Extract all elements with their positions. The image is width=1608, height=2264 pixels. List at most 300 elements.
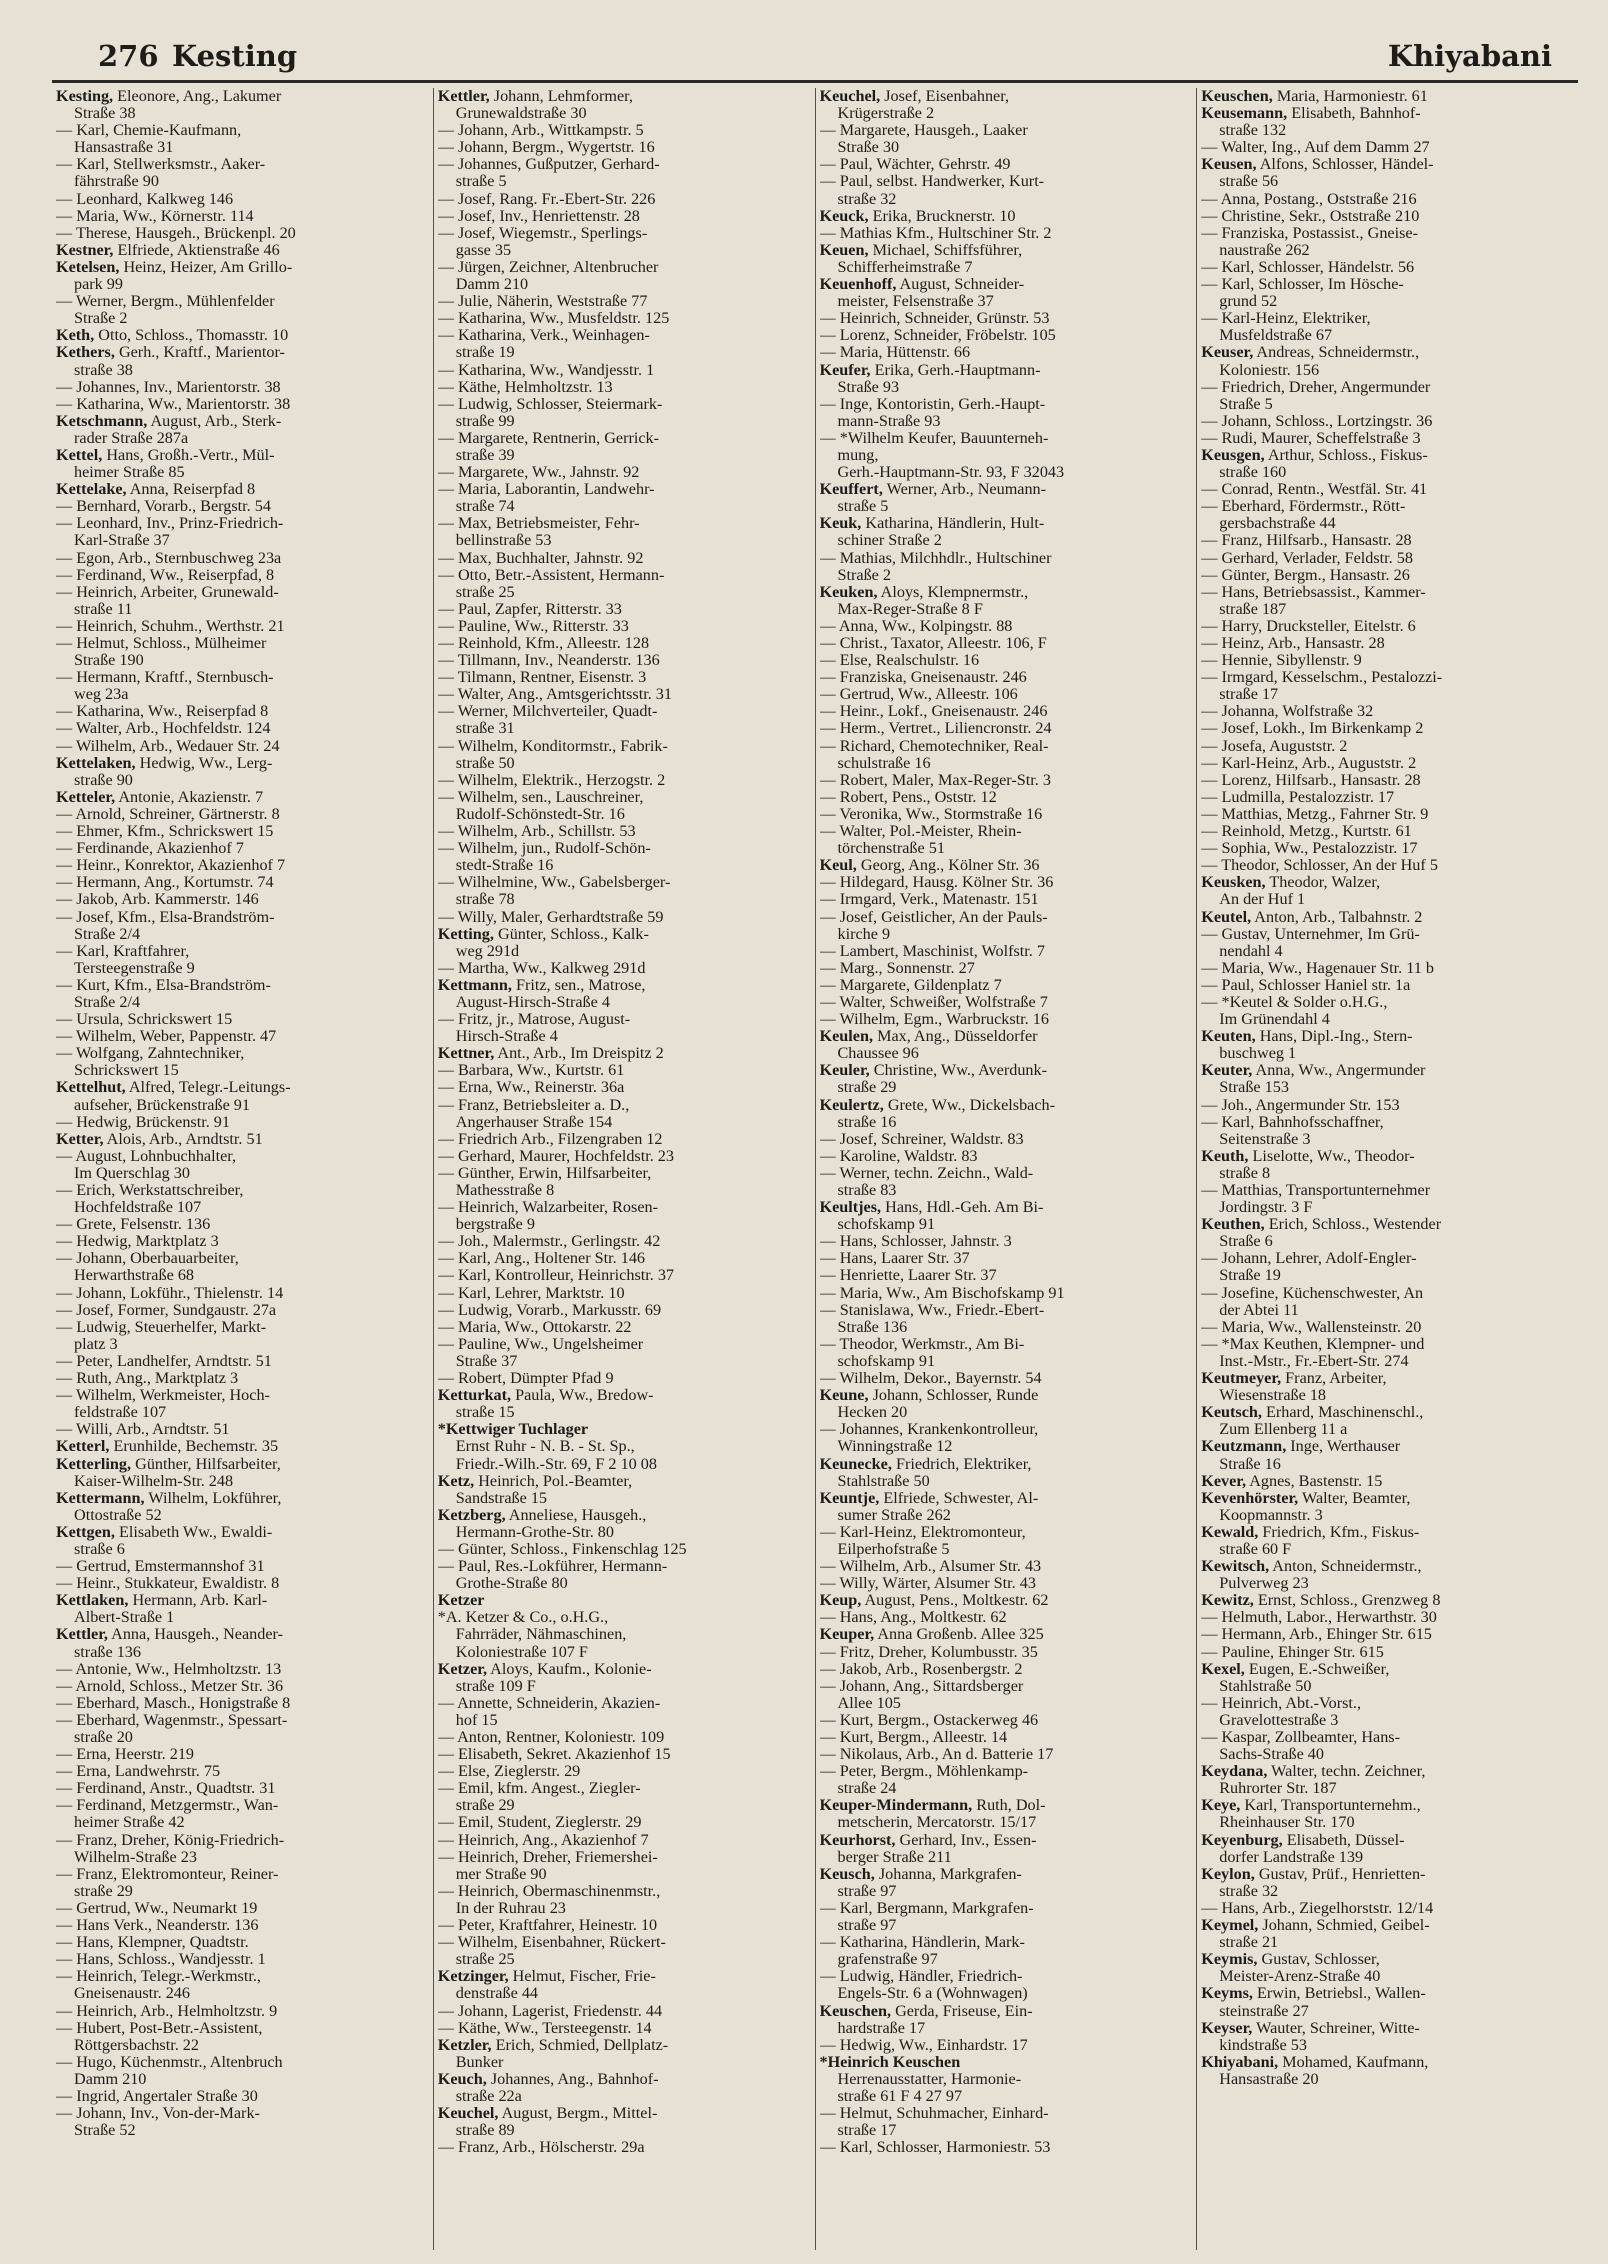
- directory-entry-line: [56, 618, 428, 635]
- entry-surname: Keunecke,: [819, 1455, 892, 1473]
- directory-entry-line: [820, 977, 1192, 994]
- entry-text: weg 291d: [455, 942, 520, 960]
- directory-entry-line: [56, 823, 428, 840]
- entry-surname: Kexel,: [1201, 1660, 1245, 1678]
- entry-surname: Ketzberg,: [437, 1506, 506, 1524]
- entry-text: straße 56: [1219, 173, 1279, 191]
- directory-entry-line: [1201, 344, 1573, 361]
- entry-text: — Ferdinande, Akazienhof 7: [56, 840, 244, 858]
- directory-entry-line: [820, 806, 1192, 823]
- directory-entry-line: [1201, 276, 1573, 293]
- entry-text: — Karoline, Waldstr. 83: [819, 1147, 978, 1165]
- entry-text: — Käthe, Ww., Tersteegenstr. 14: [437, 2019, 652, 2037]
- entry-text: straße 11: [74, 600, 133, 618]
- directory-entry-line: [1201, 173, 1573, 190]
- entry-text: — Stanislawa, Ww., Friedr.-Ebert-: [819, 1301, 1045, 1319]
- entry-text: — Theodor, Werkmstr., Am Bi-: [819, 1335, 1025, 1353]
- entry-text: — Josef, Rang. Fr.-Ebert-Str. 226: [437, 190, 656, 208]
- entry-text: — Marg., Sonnenstr. 27: [819, 959, 975, 977]
- entry-text: — Maria, Ww., Ottokarstr. 22: [437, 1318, 632, 1336]
- directory-entry-line: [820, 2139, 1192, 2156]
- directory-entry-line: [56, 2088, 428, 2105]
- entry-text: — Johann, Ang., Sittardsberger: [819, 1677, 1024, 1695]
- directory-entry-line: [1201, 601, 1573, 618]
- directory-entry-line: [438, 1507, 810, 1524]
- directory-entry-line: [820, 1045, 1192, 1062]
- entry-text: Damm 210: [455, 276, 529, 294]
- entry-text: — Eberhard, Masch., Honigstraße 8: [56, 1694, 291, 1712]
- directory-entry-line: [1201, 1302, 1573, 1319]
- entry-text: — Peter, Bergm., Möhlenkamp-: [819, 1763, 1029, 1781]
- directory-entry-line: [820, 550, 1192, 567]
- directory-entry-line: [438, 669, 810, 686]
- entry-text: — Karl, Schlosser, Händelstr. 56: [1201, 258, 1415, 276]
- entry-text: Karl, Transportunternehm.,: [1240, 1797, 1421, 1815]
- entry-text: Gerda, Friseuse, Ein-: [891, 2002, 1033, 2020]
- directory-entry-line: [56, 669, 428, 686]
- directory-entry-line: [438, 88, 810, 105]
- entry-text: — Heinrich, Arb., Helmholtzstr. 9: [56, 2002, 278, 2020]
- entry-text: — Grete, Felsenstr. 136: [56, 1216, 211, 1234]
- directory-entry-line: [56, 2003, 428, 2020]
- directory-entry-line: [1201, 1934, 1573, 1951]
- entry-text: — Hans, Schlosser, Jahnstr. 3: [819, 1233, 1012, 1251]
- directory-entry-line: [438, 208, 810, 225]
- entry-text: Straße 93: [837, 378, 900, 396]
- directory-entry-line: [438, 1832, 810, 1849]
- entry-surname: Keuk,: [819, 515, 862, 533]
- entry-text: — *Wilhelm Keufer, Bauunterneh-: [819, 429, 1049, 447]
- directory-entry-line: [438, 1746, 810, 1763]
- directory-entry-line: [820, 567, 1192, 584]
- directory-entry-line: [56, 806, 428, 823]
- entry-text: — Wilhelm, Weber, Pappenstr. 47: [56, 1028, 277, 1046]
- entry-text: — Heinrich, Schneider, Grünstr. 53: [819, 310, 1050, 328]
- entry-text: Alois, Arb., Arndtstr. 51: [103, 1130, 263, 1148]
- entry-text: Liselotte, Ww., Theodor-: [1248, 1147, 1415, 1165]
- directory-entry-line: [438, 1951, 810, 1968]
- directory-entry-line: [438, 1097, 810, 1114]
- directory-entry-line: [438, 310, 810, 327]
- entry-text: Ruhrorter Str. 187: [1219, 1780, 1337, 1798]
- directory-entry-line: [56, 550, 428, 567]
- directory-entry-line: [438, 242, 810, 259]
- directory-entry-line: [820, 618, 1192, 635]
- entry-text: Hochfeldstraße 107: [74, 1199, 202, 1217]
- directory-entry-line: [820, 1626, 1192, 1643]
- entry-text: — Willi, Arb., Arndtstr. 51: [56, 1421, 230, 1439]
- entry-text: *A. Ketzer & Co., o.H.G.,: [437, 1609, 609, 1627]
- directory-entry-line: [438, 2071, 810, 2088]
- entry-text: buschweg 1: [1219, 1045, 1297, 1063]
- directory-entry-line: [820, 1558, 1192, 1575]
- entry-text: — Lambert, Maschinist, Wolfstr. 7: [819, 942, 1045, 960]
- entry-surname: Keuchel,: [819, 88, 881, 105]
- entry-text: straße 136: [74, 1643, 141, 1661]
- directory-entry-line: [56, 601, 428, 618]
- entry-text: Straße 2/4: [74, 925, 141, 943]
- entry-surname: Ketzer: [437, 1592, 485, 1610]
- entry-surname: Keuschen,: [1201, 88, 1273, 105]
- entry-text: — Wilhelm, Dekor., Bayernstr. 54: [819, 1370, 1042, 1388]
- directory-entry-line: [820, 1353, 1192, 1370]
- directory-entry-line: [56, 105, 428, 122]
- entry-text: Theodor, Walzer,: [1265, 874, 1381, 892]
- entry-text: — Walter, Ang., Amtsgerichtsstr. 31: [437, 686, 672, 704]
- entry-text: — Erna, Landwehrstr. 75: [56, 1763, 221, 1781]
- directory-entry-line: [1201, 447, 1573, 464]
- entry-text: straße 21: [1219, 1934, 1279, 1952]
- entry-text: August, Bergm., Mittel-: [498, 2105, 658, 2123]
- directory-entry-line: [820, 584, 1192, 601]
- entry-text: — Hermann, Ang., Kortumstr. 74: [56, 874, 274, 892]
- entry-text: — Karl, Stellwerksmstr., Aaker-: [56, 156, 266, 174]
- entry-text: — Heinrich, Schuhm., Werthstr. 21: [56, 617, 285, 635]
- directory-entry-line: [56, 720, 428, 737]
- directory-entry-line: [56, 1028, 428, 1045]
- entry-surname: Keup,: [819, 1592, 862, 1610]
- directory-entry-line: [820, 2071, 1192, 2088]
- entry-text: — Friedrich, Dreher, Angermunder: [1201, 378, 1431, 396]
- entry-text: — Josef, Wiegemstr., Sperlings-: [437, 224, 648, 242]
- entry-surname: *Heinrich Keuschen: [819, 2053, 961, 2071]
- directory-entry-line: [56, 1370, 428, 1387]
- directory-entry-line: [438, 840, 810, 857]
- directory-entry-line: [438, 1609, 810, 1626]
- directory-entry-line: [438, 926, 810, 943]
- entry-text: Otto, Schloss., Thomasstr. 10: [94, 327, 289, 345]
- directory-entry-line: [438, 1148, 810, 1165]
- directory-entry-line: [1201, 1421, 1573, 1438]
- entry-text: — Franz, Dreher, König-Friedrich-: [56, 1831, 285, 1849]
- directory-entry-line: [820, 1182, 1192, 1199]
- directory-entry-line: [56, 1780, 428, 1797]
- directory-entry-line: [56, 259, 428, 276]
- entry-text: Rudolf-Schönstedt-Str. 16: [455, 805, 625, 823]
- entry-text: Sandstraße 15: [455, 1489, 548, 1507]
- entry-text: aufseher, Brückenstraße 91: [74, 1096, 250, 1114]
- directory-entry-line: [1201, 293, 1573, 310]
- directory-entry-line: [1201, 1404, 1573, 1421]
- entry-surname: Keutmeyer,: [1201, 1370, 1282, 1388]
- directory-entry-line: [56, 994, 428, 1011]
- directory-entry-line: [1201, 789, 1573, 806]
- directory-entry-line: [438, 1626, 810, 1643]
- entry-text: — Helmuth, Labor., Herwarthstr. 30: [1201, 1609, 1437, 1627]
- directory-entry-line: [1201, 686, 1573, 703]
- directory-entry-line: [438, 943, 810, 960]
- entry-text: Johann, Lehmformer,: [489, 88, 633, 105]
- directory-entry-line: [438, 1712, 810, 1729]
- entry-surname: Ketterl,: [56, 1438, 110, 1456]
- directory-entry-line: [56, 909, 428, 926]
- entry-surname: Ketter,: [56, 1130, 104, 1148]
- entry-surname: Keusch,: [819, 1865, 875, 1883]
- entry-text: — Wilhelm, Konditormstr., Fabrik-: [437, 737, 668, 755]
- directory-entry-line: [1201, 909, 1573, 926]
- directory-entry-line: [56, 1968, 428, 1985]
- directory-entry-line: [1201, 156, 1573, 173]
- directory-entry-line: [820, 310, 1192, 327]
- entry-text: dorfer Landstraße 139: [1219, 1848, 1364, 1866]
- directory-entry-line: [56, 1165, 428, 1182]
- entry-text: Straße 136: [837, 1318, 908, 1336]
- entry-text: — Kurt, Bergm., Alleestr. 14: [819, 1729, 1008, 1746]
- entry-text: straße 89: [455, 2122, 515, 2140]
- directory-entry-line: [56, 1199, 428, 1216]
- entry-text: — Ferdinand, Metzgermstr., Wan-: [56, 1797, 279, 1815]
- entry-text: — Katharina, Ww., Wandjesstr. 1: [437, 361, 655, 379]
- entry-text: Gustav, Schlosser,: [1257, 1951, 1380, 1969]
- entry-text: Ant., Arb., Im Dreispitz 2: [494, 1045, 664, 1063]
- entry-text: — Ludwig, Vorarb., Markusstr. 69: [437, 1301, 662, 1319]
- directory-entry-line: [56, 1678, 428, 1695]
- entry-text: straße 31: [455, 720, 515, 738]
- directory-entry-line: [56, 1233, 428, 1250]
- entry-text: straße 132: [1219, 122, 1287, 140]
- directory-entry-line: [1201, 857, 1573, 874]
- entry-text: — Wilhelm, Werkmeister, Hoch-: [56, 1387, 270, 1405]
- directory-entry-line: [56, 1575, 428, 1592]
- directory-entry-line: [56, 362, 428, 379]
- entry-text: — Johannes, Krankenkontrolleur,: [819, 1421, 1039, 1439]
- entry-text: Elfriede, Aktienstraße 46: [113, 241, 280, 259]
- entry-text: — Paul, Res.-Lokführer, Hermann-: [437, 1558, 668, 1576]
- directory-entry-line: [820, 823, 1192, 840]
- directory-entry-line: [438, 259, 810, 276]
- directory-entry-line: [820, 242, 1192, 259]
- directory-entry-line: [820, 891, 1192, 908]
- entry-surname: Kettlaken,: [56, 1592, 129, 1610]
- directory-entry-line: [438, 2020, 810, 2037]
- entry-surname: Kettmann,: [437, 976, 512, 994]
- entry-surname: Keulertz,: [819, 1096, 884, 1114]
- directory-entry-line: [1201, 943, 1573, 960]
- entry-text: — Julie, Näherin, Weststraße 77: [437, 293, 648, 311]
- directory-entry-line: [1201, 1985, 1573, 2002]
- entry-columns: [52, 88, 1578, 2250]
- entry-text: straße 17: [1219, 686, 1279, 704]
- entry-text: Im Querschlag 30: [74, 1164, 190, 1182]
- directory-entry-line: [56, 2020, 428, 2037]
- entry-text: straße 60 F: [1219, 1540, 1292, 1558]
- entry-text: Winningstraße 12: [837, 1438, 953, 1456]
- directory-entry-line: [1201, 1045, 1573, 1062]
- directory-entry-line: [1201, 1541, 1573, 1558]
- directory-entry-line: [438, 447, 810, 464]
- entry-text: Elisabeth Ww., Ewaldi-: [114, 1523, 273, 1541]
- directory-entry-line: [438, 1267, 810, 1284]
- entry-text: berger Straße 211: [837, 1848, 952, 1866]
- directory-entry-line: [56, 310, 428, 327]
- entry-text: Alfons, Schlosser, Händel-: [1256, 156, 1434, 174]
- entry-text: — Paul, Schlosser Haniel str. 1a: [1201, 976, 1411, 994]
- entry-text: steinstraße 27: [1219, 2002, 1309, 2020]
- directory-entry-line: [56, 1541, 428, 1558]
- directory-entry-line: [438, 139, 810, 156]
- entry-text: — Fritz, Dreher, Kolumbusstr. 35: [819, 1643, 1038, 1661]
- directory-entry-line: [820, 1814, 1192, 1831]
- entry-text: — Hermann, Kraftf., Sternbusch-: [56, 669, 274, 687]
- directory-entry-line: [1201, 532, 1573, 549]
- directory-entry-line: [820, 1609, 1192, 1626]
- entry-text: weg 23a: [74, 686, 129, 704]
- entry-text: Hedwig, Ww., Lerg-: [135, 754, 273, 772]
- entry-surname: Keyser,: [1201, 2019, 1253, 2037]
- entry-text: — Robert, Dümpter Pfad 9: [437, 1370, 614, 1388]
- entry-text: — Richard, Chemotechniker, Real-: [819, 737, 1049, 755]
- directory-entry-line: [438, 1165, 810, 1182]
- directory-entry-line: [820, 1763, 1192, 1780]
- directory-entry-line: [56, 139, 428, 156]
- entry-text: Engels-Str. 6 a (Wohnwagen): [837, 1985, 1028, 2003]
- entry-text: Straße 16: [1219, 1455, 1281, 1473]
- directory-entry-line: [820, 1644, 1192, 1661]
- directory-entry-line: [56, 1421, 428, 1438]
- directory-entry-line: [438, 789, 810, 806]
- entry-text: — Jakob, Arb., Rosenbergstr. 2: [819, 1660, 1023, 1678]
- entry-text: Eleonore, Ang., Lakumer: [113, 88, 282, 105]
- entry-text: Johannes, Ang., Bahnhof-: [486, 2070, 659, 2088]
- directory-entry-line: [820, 2037, 1192, 2054]
- directory-entry-line: [1201, 1473, 1573, 1490]
- directory-entry-line: [1201, 1216, 1573, 1233]
- entry-text: Antonie, Akazienstr. 7: [115, 788, 264, 806]
- directory-entry-line: [820, 532, 1192, 549]
- entry-text: Chaussee 96: [837, 1045, 919, 1063]
- directory-entry-line: [56, 960, 428, 977]
- directory-entry-line: [438, 362, 810, 379]
- directory-entry-line: [820, 1797, 1192, 1814]
- entry-text: — Johann, Lehrer, Adolf-Engler-: [1201, 1250, 1417, 1268]
- directory-entry-line: [438, 344, 810, 361]
- entry-text: — Johann, Bergm., Wygertstr. 16: [437, 139, 655, 157]
- entry-text: — Franz, Arb., Hölscherstr. 29a: [437, 2139, 645, 2157]
- directory-entry-line: [56, 1712, 428, 1729]
- entry-text: — Hedwig, Marktplatz 3: [56, 1233, 219, 1251]
- directory-entry-line: [1201, 1678, 1573, 1695]
- directory-entry-line: [820, 926, 1192, 943]
- entry-text: Grothe-Straße 80: [455, 1575, 568, 1593]
- entry-text: Gustav, Prüf., Henrietten-: [1254, 1865, 1426, 1883]
- entry-text: straße 50: [455, 754, 515, 772]
- directory-entry-line: [438, 2122, 810, 2139]
- directory-entry-line: [56, 1473, 428, 1490]
- directory-entry-line: [820, 1062, 1192, 1079]
- entry-text: straße 20: [74, 1729, 133, 1746]
- directory-entry-line: [1201, 840, 1573, 857]
- entry-text: Gravelottestraße 3: [1219, 1711, 1339, 1729]
- entry-surname: Ketting,: [437, 925, 494, 943]
- directory-entry-line: [820, 173, 1192, 190]
- entry-text: — Harry, Drucksteller, Eitelstr. 6: [1201, 617, 1416, 635]
- directory-entry-line: [1201, 413, 1573, 430]
- entry-text: — Heinz, Arb., Hansastr. 28: [1201, 635, 1385, 652]
- entry-text: — Friedrich Arb., Filzengraben 12: [437, 1130, 663, 1148]
- entry-text: straße 8: [1219, 1164, 1271, 1182]
- directory-entry-line: [1201, 806, 1573, 823]
- entry-text: Anna, Reiserpfad 8: [126, 481, 256, 499]
- entry-text: — Hans, Arb., Ziegelhorststr. 12/14: [1201, 1899, 1434, 1917]
- directory-entry-line: [820, 2105, 1192, 2122]
- entry-text: — Anna, Postang., Oststraße 216: [1201, 190, 1417, 208]
- directory-entry-line: [56, 635, 428, 652]
- directory-entry-line: [1201, 1285, 1573, 1302]
- directory-entry-line: [56, 1250, 428, 1267]
- directory-entry-line: [438, 823, 810, 840]
- directory-entry-line: [438, 1883, 810, 1900]
- entry-text: — Reinhold, Metzg., Kurtstr. 61: [1201, 823, 1412, 841]
- directory-entry-line: [1201, 1661, 1573, 1678]
- directory-entry-line: [1201, 1250, 1573, 1267]
- directory-entry-line: [56, 2071, 428, 2088]
- directory-entry-line: [438, 532, 810, 549]
- directory-entry-line: [1201, 874, 1573, 891]
- directory-entry-line: [1201, 1712, 1573, 1729]
- directory-entry-line: [1201, 1097, 1573, 1114]
- entry-surname: *Kettwiger Tuchlager: [437, 1421, 589, 1439]
- directory-entry-line: [1201, 1062, 1573, 1079]
- entry-text: Johann, Schmied, Geibel-: [1258, 1917, 1430, 1935]
- entry-text: Wilhelm, Lokführer,: [144, 1489, 282, 1507]
- entry-surname: Keuenhoff,: [819, 276, 897, 294]
- entry-surname: Keydana,: [1201, 1763, 1268, 1781]
- entry-text: — Werner, Bergm., Mühlenfelder: [56, 293, 275, 311]
- entry-text: Straße 153: [1219, 1079, 1289, 1097]
- directory-entry-line: [56, 891, 428, 908]
- entry-text: Tersteegenstraße 9: [74, 959, 195, 977]
- entry-surname: Kesting,: [56, 88, 114, 105]
- entry-text: bergstraße 9: [455, 1216, 536, 1234]
- directory-entry-line: [1201, 242, 1573, 259]
- directory-entry-line: [56, 464, 428, 481]
- directory-entry-line: [56, 1336, 428, 1353]
- directory-entry-line: [438, 1250, 810, 1267]
- entry-text: — Gustav, Unternehmer, Im Grü-: [1201, 925, 1420, 943]
- directory-entry-line: [56, 1729, 428, 1746]
- entry-text: — Jakob, Arb. Kammerstr. 146: [56, 891, 259, 909]
- entry-text: — Arnold, Schreiner, Gärtnerstr. 8: [56, 805, 280, 823]
- directory-entry-line: [438, 276, 810, 293]
- directory-entry-line: [438, 1917, 810, 1934]
- directory-entry-line: [56, 1148, 428, 1165]
- entry-text: feldstraße 107: [74, 1404, 167, 1422]
- entry-text: — Rudi, Maurer, Scheffelstraße 3: [1201, 429, 1421, 447]
- directory-entry-line: [438, 1473, 810, 1490]
- entry-text: — Lorenz, Hilfsarb., Hansastr. 28: [1201, 771, 1421, 789]
- entry-text: Elisabeth, Düssel-: [1282, 1831, 1405, 1849]
- directory-entry-line: [1201, 1883, 1573, 1900]
- entry-text: — Katharina, Ww., Marientorstr. 38: [56, 395, 291, 413]
- directory-entry-line: [1201, 2003, 1573, 2020]
- directory-entry-line: [56, 1524, 428, 1541]
- directory-entry-line: [1201, 1182, 1573, 1199]
- entry-text: — Heinrich, Arbeiter, Grunewald-: [56, 583, 279, 601]
- entry-text: Walter, Beamter,: [1298, 1489, 1411, 1507]
- entry-text: Ruth, Dol-: [972, 1797, 1046, 1815]
- directory-entry-line: [1201, 208, 1573, 225]
- entry-text: straße 6: [74, 1540, 125, 1558]
- entry-text: — Heinr., Stukkateur, Ewaldistr. 8: [56, 1575, 280, 1593]
- directory-entry-line: [56, 1507, 428, 1524]
- directory-entry-line: [820, 1729, 1192, 1746]
- entry-text: straße 25: [455, 583, 515, 601]
- directory-entry-line: [820, 344, 1192, 361]
- entry-surname: Kewitz,: [1201, 1592, 1254, 1610]
- entry-text: — Ludwig, Händler, Friedrich-: [819, 1968, 1023, 1986]
- directory-entry-line: [1201, 1490, 1573, 1507]
- entry-text: — Veronika, Ww., Stormstraße 16: [819, 805, 1043, 823]
